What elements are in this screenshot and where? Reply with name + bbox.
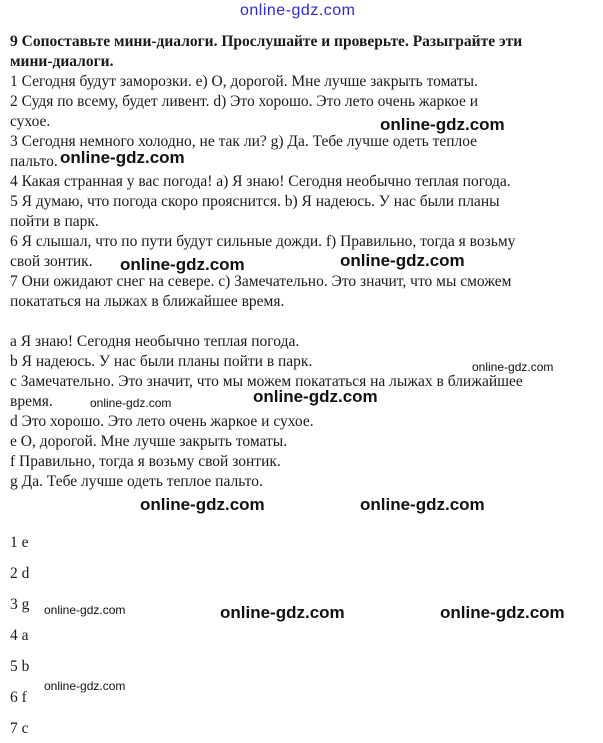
exercise-line: пойти в парк.: [10, 213, 99, 230]
answer-item: 7 c: [10, 720, 29, 737]
answer-item: 5 b: [10, 658, 30, 675]
watermark: online-gdz.com: [44, 679, 126, 693]
exercise-line: 5 Я думаю, что погода скоро прояснится. b) Я надеюсь. У нас были планы: [10, 193, 500, 210]
watermark: online-gdz.com: [44, 603, 126, 617]
exercise-line: 6 Я слышал, что по пути будут сильные дожди. f) Правильно, тогда я возьму: [10, 233, 516, 250]
reply-line: d Это хорошо. Это лето очень жаркое и сухое.: [10, 413, 314, 430]
watermark: online-gdz.com: [140, 495, 265, 514]
exercise-line: покататься на лыжах в ближайшее время.: [10, 293, 285, 310]
reply-line: b Я надеюсь. У нас были планы пойти в парк.: [10, 353, 313, 370]
reply-line: е О, дорогой. Мне лучше закрыть томаты.: [10, 433, 288, 450]
watermark: online-gdz.com: [472, 360, 554, 374]
exercise-line: 7 Они ожидают снег на севере. с) Замечательно. Это значит, что мы сможем: [10, 273, 512, 290]
reply-line: с Замечательно. Это значит, что мы можем покататься на лыжах в ближайшее: [10, 373, 523, 390]
exercise-line: 2 Судя по всему, будет ливент. d) Это хорошо. Это лето очень жаркое и: [10, 93, 478, 110]
watermark: online-gdz.com: [380, 115, 505, 134]
answer-item: 4 a: [10, 627, 29, 644]
exercise-line: 3 Сегодня немного холодно, не так ли? g) Да. Тебе лучше одеть теплое: [10, 133, 478, 150]
watermark: online-gdz.com: [253, 387, 378, 406]
answer-item: 1 е: [10, 534, 29, 551]
watermark: online-gdz.com: [440, 603, 565, 622]
exercise-line: сухое.: [10, 113, 51, 130]
exercise-line: пальто.: [10, 153, 58, 170]
watermark: online-gdz.com: [340, 251, 465, 270]
watermark: online-gdz.com: [120, 255, 245, 274]
watermark: online-gdz.com: [60, 148, 185, 167]
answer-item: 3 g: [10, 596, 30, 613]
watermark: online-gdz.com: [360, 495, 485, 514]
exercise-line: 1 Сегодня будут заморозки. е) О, дорогой. Мне лучше закрыть томаты.: [10, 73, 478, 90]
exercise-title-line-2: мини-диалоги.: [10, 53, 114, 70]
header-watermark: online-gdz.com: [240, 2, 356, 19]
watermark: online-gdz.com: [220, 603, 345, 622]
reply-line: g Да. Тебе лучше одеть теплое пальто.: [10, 473, 263, 490]
exercise-title-line-1: 9 Сопоставьте мини-диалоги. Прослушайте и проверьте. Разыграйте эти: [10, 33, 523, 50]
watermark: online-gdz.com: [90, 396, 172, 410]
reply-line: а Я знаю! Сегодня необычно теплая погода.: [10, 333, 300, 350]
exercise-line: свой зонтик.: [10, 253, 93, 270]
reply-line: время.: [10, 393, 53, 410]
reply-line: f Правильно, тогда я возьму свой зонтик.: [10, 453, 281, 470]
answer-item: 6 f: [10, 689, 27, 706]
answer-item: 2 d: [10, 565, 30, 582]
exercise-line: 4 Какая странная у вас погода! а) Я знаю! Сегодня необычно теплая погода.: [10, 173, 511, 190]
